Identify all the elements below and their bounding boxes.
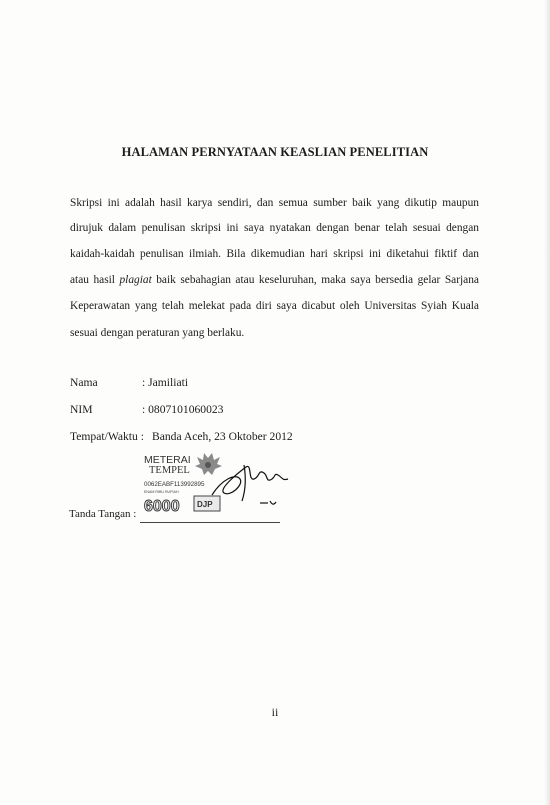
- tempat-waktu-label: Tempat/Waktu :: [70, 430, 144, 443]
- paragraph-line: dirujuk dalam penulisan skripsi ini saya nyatakan dengan benar telah sesuai dengan: [70, 222, 479, 234]
- stamp-line2: TEMPEL: [149, 465, 190, 476]
- stamp-tag: DJP: [197, 500, 213, 509]
- nim-value: : 0807101060023: [142, 403, 224, 416]
- nama-label: Nama: [70, 376, 98, 389]
- stamp-small-text: ENAM RIBU RUPIAH: [144, 490, 179, 494]
- paragraph-line: Keperawatan yang telah melekat pada diri saya dicabut oleh Universitas Syiah Kuala: [70, 300, 479, 312]
- meterai-stamp: [142, 449, 290, 523]
- garuda-emblem-icon: [195, 453, 222, 475]
- paragraph-line: kaidah-kaidah penulisan ilmiah. Bila dikemudian hari skripsi ini diketahui fiktif dan: [70, 248, 479, 260]
- handwritten-signature-icon: [212, 465, 288, 504]
- tempat-waktu-value: Banda Aceh, 23 Oktober 2012: [152, 430, 293, 443]
- paragraph-line: sesuai dengan peraturan yang berlaku.: [70, 327, 245, 339]
- nim-label: NIM: [70, 403, 93, 416]
- page-title: HALAMAN PERNYATAAN KEASLIAN PENELITIAN: [121, 145, 429, 159]
- stamp-amount: 6000: [144, 498, 180, 515]
- paragraph-text: atau hasil: [70, 274, 120, 286]
- paragraph-line: Skripsi ini adalah hasil karya sendiri, dan semua sumber baik yang dikutip maupun: [70, 197, 479, 209]
- nama-value: : Jamiliati: [142, 376, 189, 389]
- page-edge-shadow: [544, 0, 550, 805]
- paragraph-text: baik sebahagian atau keseluruhan, maka saya bersedia gelar Sarjana: [151, 274, 479, 286]
- paragraph-line: [70, 274, 479, 286]
- signature-line: [140, 522, 280, 523]
- page-number: ii: [271, 705, 279, 719]
- stamp-line1: METERAI: [144, 454, 191, 466]
- italic-term: plagiat: [119, 274, 152, 286]
- stamp-serial: 0062EABF113992895: [144, 481, 205, 488]
- tanda-tangan-label: Tanda Tangan :: [69, 508, 137, 520]
